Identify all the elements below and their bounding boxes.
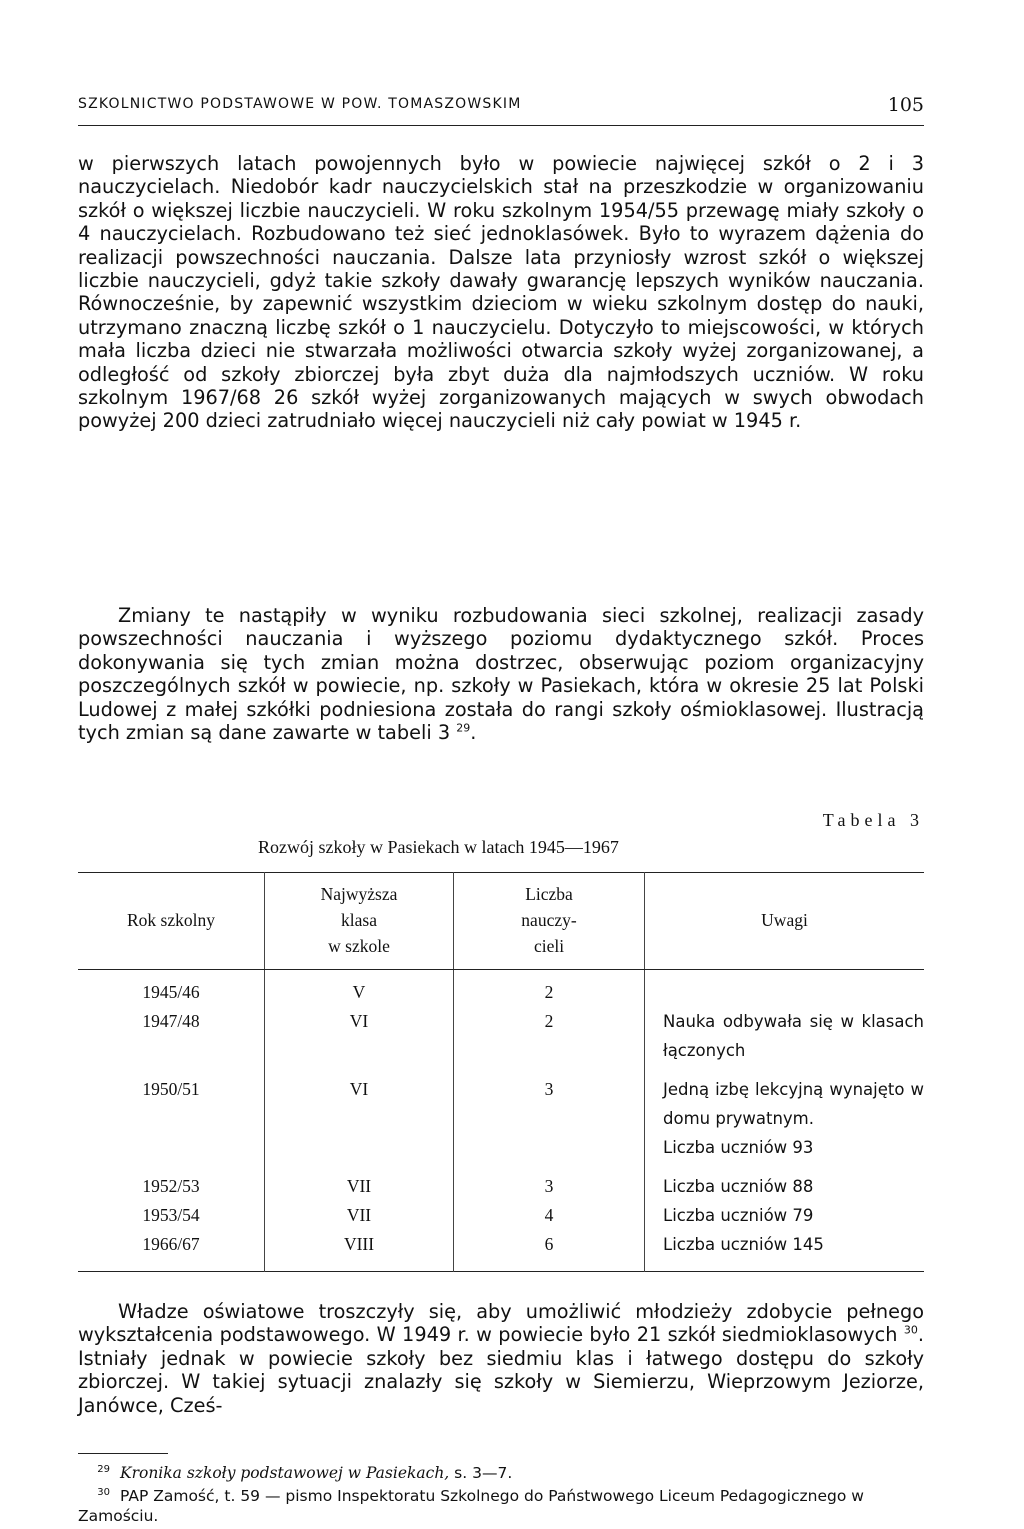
footnote-number: 30 bbox=[97, 1487, 110, 1499]
cell-class: VIII bbox=[265, 1230, 454, 1272]
paragraph-1: w pierwszych latach powojennych było w powiecie najwięcej szkół o 2 i 3 nauczycielach. Niedobór kadr nauczycielskich stał na przeszkodzie w organizowaniu szkół o większej liczbie nauczycieli. W roku szkolnym 1954/55 przewagę miały szkoły o 4 nauczycielach. Rozbudowano też sieć jednoklasówek. Było to wyrazem dążenia do realizacji powszechności nauczania. Dalsze lata przyniosły wzrost szkół o większej liczbie nauczycieli, gdyż takie szkoły dawały gwarancję lepszych wyników nauczania. Równocześnie, by zapewnić wszystkim dzieciom w wieku szkolnym dostęp do nauki, utrzymano znaczną liczbę szkół o 1 nauczycielu. Dotyczyło to miejscowości, w których mała liczba dzieci nie stwarzała możliwości otwarcia szkoły wyżej zorganizowanej, a odległość od szkoły zbiorczej była zbyt duża dla najmłodszych uczniów. W roku szkolnym 1967/68 26 szkół wyżej zorganizowanych mających w swych obwodach powyżej 200 dzieci zatrudniało więcej nauczycieli niż cały powiat w 1945 r. bbox=[78, 152, 924, 433]
cell-year: 1966/67 bbox=[142, 1234, 200, 1254]
running-header-title: SZKOLNICTWO PODSTAWOWE W POW. TOMASZOWSKIM bbox=[78, 96, 522, 112]
cell-class: V bbox=[265, 970, 454, 1008]
table-row bbox=[78, 1230, 924, 1272]
table-label: Tabela 3 bbox=[822, 810, 924, 830]
cell-class: VII bbox=[265, 1162, 454, 1201]
footnote-29 bbox=[78, 1460, 924, 1483]
cell-teachers: 4 bbox=[454, 1201, 645, 1230]
table-row bbox=[78, 1007, 924, 1065]
footnote-ref-29[interactable]: 29 bbox=[456, 721, 471, 735]
running-header bbox=[78, 88, 924, 124]
cell-year: 1947/48 bbox=[142, 1011, 200, 1031]
header-year: Rok szkolny bbox=[78, 873, 265, 970]
footnotes bbox=[78, 1460, 924, 1526]
cell-notes-line1: Jedną izbę lekcyjną wynajęto w domu prywatnym. bbox=[663, 1080, 924, 1128]
footnote-text-rest: s. 3—7. bbox=[449, 1464, 513, 1483]
header-class-line2: klasa bbox=[341, 910, 377, 930]
cell-notes: Liczba uczniów 88 bbox=[645, 1162, 925, 1201]
paragraph-3 bbox=[78, 1300, 924, 1417]
table-caption: Rozwój szkoły w Pasiekach w latach 1945—1967 bbox=[258, 837, 619, 857]
cell-teachers: 2 bbox=[454, 1007, 645, 1065]
cell-class: VII bbox=[265, 1201, 454, 1230]
cell-year: 1950/51 bbox=[142, 1079, 200, 1099]
header-teachers-line2: nauczy- bbox=[521, 910, 577, 930]
footnote-number: 29 bbox=[97, 1464, 110, 1475]
cell-teachers: 2 bbox=[454, 970, 645, 1008]
cell-teachers: 3 bbox=[454, 1065, 645, 1162]
paragraph-3-text-b: . Istniały jednak w powiecie szkoły bez siedmiu klas i łatwego dostępu do szkoły zbiorczej. W takiej sytuacji znalazły się szkoły w Siemierzu, Wieprzowym Jeziorze, Janówce, Cześ- bbox=[78, 1323, 924, 1417]
header-teachers-line1: Liczba bbox=[525, 884, 573, 904]
cell-class: VI bbox=[265, 1007, 454, 1065]
paragraph-3-text-a: Władze oświatowe troszczyły się, aby umożliwić młodzieży zdobycie pełnego wykształcenia podstawowego. W 1949 r. w powiecie było 21 szkół siedmioklasowych bbox=[78, 1300, 924, 1347]
cell-class: VI bbox=[265, 1065, 454, 1162]
footnote-text: PAP Zamość, t. 59 — pismo Inspektoratu Szkolnego do Państwowego Liceum Pedagogicznego w Zamościu. bbox=[78, 1487, 864, 1526]
cell-notes bbox=[645, 1065, 925, 1162]
table-row bbox=[78, 1065, 924, 1162]
header-teachers-line3: cieli bbox=[533, 936, 565, 956]
table-header-row bbox=[78, 873, 924, 970]
footnote-30 bbox=[78, 1483, 924, 1526]
cell-teachers: 3 bbox=[454, 1162, 645, 1201]
data-table bbox=[78, 872, 924, 1272]
footnote-rule bbox=[78, 1453, 168, 1454]
header-class-line3: w szkole bbox=[328, 936, 390, 956]
cell-notes-line2: Liczba uczniów 93 bbox=[663, 1138, 814, 1157]
footnote-text: Kronika szkoły podstawowej w Pasiekach, bbox=[120, 1464, 450, 1483]
header-class-line1: Najwyższa bbox=[320, 884, 398, 904]
table-row bbox=[78, 970, 924, 1008]
page-number: 105 bbox=[887, 94, 924, 116]
header-rule bbox=[78, 125, 924, 126]
header-class bbox=[265, 873, 454, 970]
table-row bbox=[78, 1162, 924, 1201]
cell-year: 1953/54 bbox=[142, 1205, 200, 1225]
paragraph-2 bbox=[78, 604, 924, 744]
cell-notes: Liczba uczniów 145 bbox=[645, 1230, 925, 1272]
cell-teachers: 6 bbox=[454, 1230, 645, 1272]
cell-notes: Nauka odbywała się w klasach łączonych bbox=[645, 1007, 925, 1065]
paragraph-2-end: . bbox=[470, 721, 477, 745]
header-notes: Uwagi bbox=[645, 873, 925, 970]
header-teachers bbox=[454, 873, 645, 970]
document-page bbox=[78, 88, 924, 1526]
cell-year: 1952/53 bbox=[142, 1176, 200, 1196]
table-row bbox=[78, 1201, 924, 1230]
cell-notes: Liczba uczniów 79 bbox=[645, 1201, 925, 1230]
cell-notes bbox=[645, 970, 925, 1008]
paragraph-2-text: Zmiany te nastąpiły w wyniku rozbudowania sieci szkolnej, realizacji zasady powszechności nauczania i wyższego poziomu dydaktycznego szkół. Proces dokonywania się tych zmian można dostrzec, obserwując poziom organizacyjny poszczególnych szkół w powiecie, np. szkoły w Pasiekach, która w okresie 25 lat Polski Ludowej z małej szkółki podniesiona została do rangi szkoły ośmioklasowej. Ilustracją tych zmian są dane zawarte w tabeli 3 bbox=[78, 604, 924, 745]
footnote-ref-30[interactable]: 30 bbox=[903, 1323, 918, 1337]
cell-year: 1945/46 bbox=[142, 982, 200, 1002]
